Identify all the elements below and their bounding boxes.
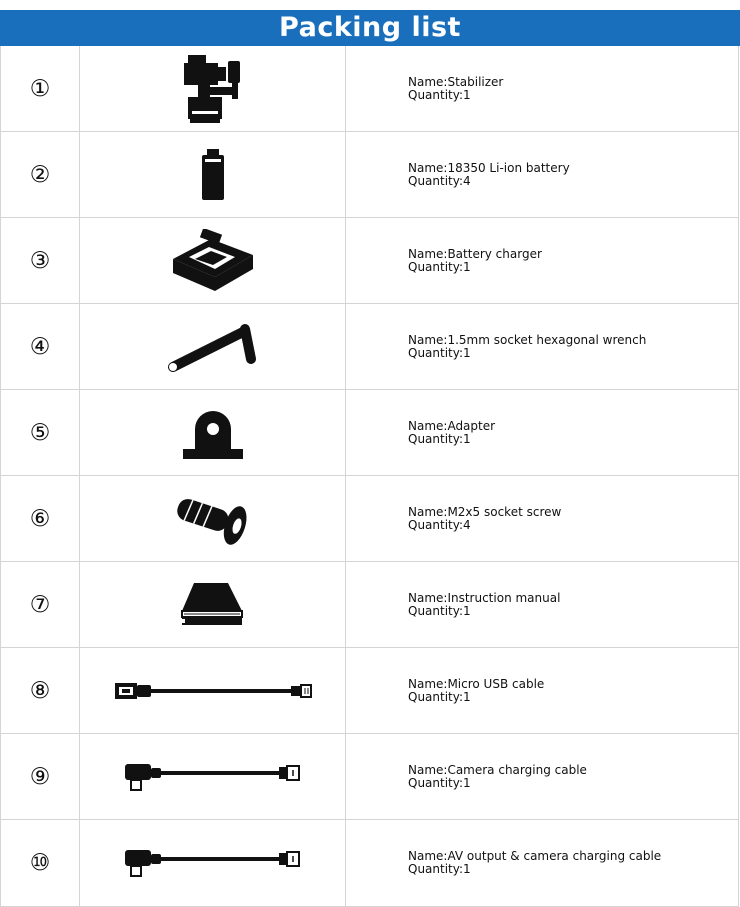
item-number: ③: [1, 218, 80, 303]
item-quantity: Quantity:1: [408, 862, 471, 876]
item-name: Name:18350 Li-ion battery: [408, 160, 570, 175]
item-number: ⑤: [1, 390, 80, 475]
item-number: ①: [1, 46, 80, 131]
item-quantity: Quantity:1: [408, 345, 471, 360]
battery-charger-icon: [171, 229, 255, 293]
av-output-cable-icon: [123, 848, 303, 878]
item-image-cell: [80, 648, 346, 733]
item-name: Name:Stabilizer: [408, 74, 504, 89]
item-image-cell: [80, 476, 346, 561]
battery-icon: [201, 149, 225, 201]
socket-screw-icon: [172, 493, 254, 545]
item-info: [346, 390, 738, 475]
item-info: [346, 562, 738, 647]
item-name: Name:AV output & camera charging cable: [408, 849, 662, 863]
table-row: [1, 820, 738, 906]
packing-list-table: [0, 46, 739, 907]
instruction-manual-icon: [180, 581, 246, 629]
item-info: [346, 304, 738, 389]
item-image-cell: [80, 562, 346, 647]
item-image-cell: [80, 46, 346, 131]
table-row: [1, 46, 738, 132]
item-image-cell: [80, 218, 346, 303]
table-row: [1, 304, 738, 390]
micro-usb-cable-icon: [113, 679, 313, 703]
item-name: Name:Micro USB cable: [408, 676, 545, 691]
item-quantity: Quantity:1: [408, 775, 471, 790]
item-name: Name:1.5mm socket hexagonal wrench: [408, 332, 647, 347]
table-row: [1, 734, 738, 820]
item-number: ⑩: [1, 820, 80, 906]
item-number: ②: [1, 132, 80, 217]
item-image-cell: [80, 304, 346, 389]
stabilizer-icon: [178, 51, 248, 127]
item-name: Name:Adapter: [408, 418, 496, 433]
item-image-cell: [80, 820, 346, 906]
table-row: [1, 132, 738, 218]
item-quantity: Quantity:4: [408, 517, 471, 532]
table-row: [1, 476, 738, 562]
item-number: ⑦: [1, 562, 80, 647]
page-title: Packing list: [0, 10, 740, 46]
item-quantity: Quantity:1: [408, 87, 471, 102]
item-quantity: Quantity:1: [408, 259, 471, 274]
item-image-cell: [80, 390, 346, 475]
item-info: [346, 820, 738, 906]
item-info: [346, 734, 738, 819]
table-row: [1, 218, 738, 304]
item-number: ⑥: [1, 476, 80, 561]
adapter-icon: [183, 405, 243, 461]
item-info: [346, 476, 738, 561]
item-quantity: Quantity:1: [408, 689, 471, 704]
item-info: [346, 46, 738, 131]
item-quantity: Quantity:1: [408, 603, 471, 618]
item-number: ⑧: [1, 648, 80, 733]
item-info: [346, 218, 738, 303]
item-number: ④: [1, 304, 80, 389]
item-info: [346, 132, 738, 217]
item-image-cell: [80, 734, 346, 819]
item-name: Name:M2x5 socket screw: [408, 504, 562, 519]
item-name: Name:Camera charging cable: [408, 762, 587, 777]
item-name: Name:Instruction manual: [408, 590, 561, 605]
table-row: [1, 390, 738, 476]
item-quantity: Quantity:1: [408, 431, 471, 446]
camera-charging-cable-icon: [123, 762, 303, 792]
item-info: [346, 648, 738, 733]
table-row: [1, 648, 738, 734]
table-row: [1, 562, 738, 648]
item-name: Name:Battery charger: [408, 246, 542, 261]
item-image-cell: [80, 132, 346, 217]
hex-wrench-icon: [165, 319, 261, 375]
item-quantity: Quantity:4: [408, 173, 471, 188]
item-number: ⑨: [1, 734, 80, 819]
